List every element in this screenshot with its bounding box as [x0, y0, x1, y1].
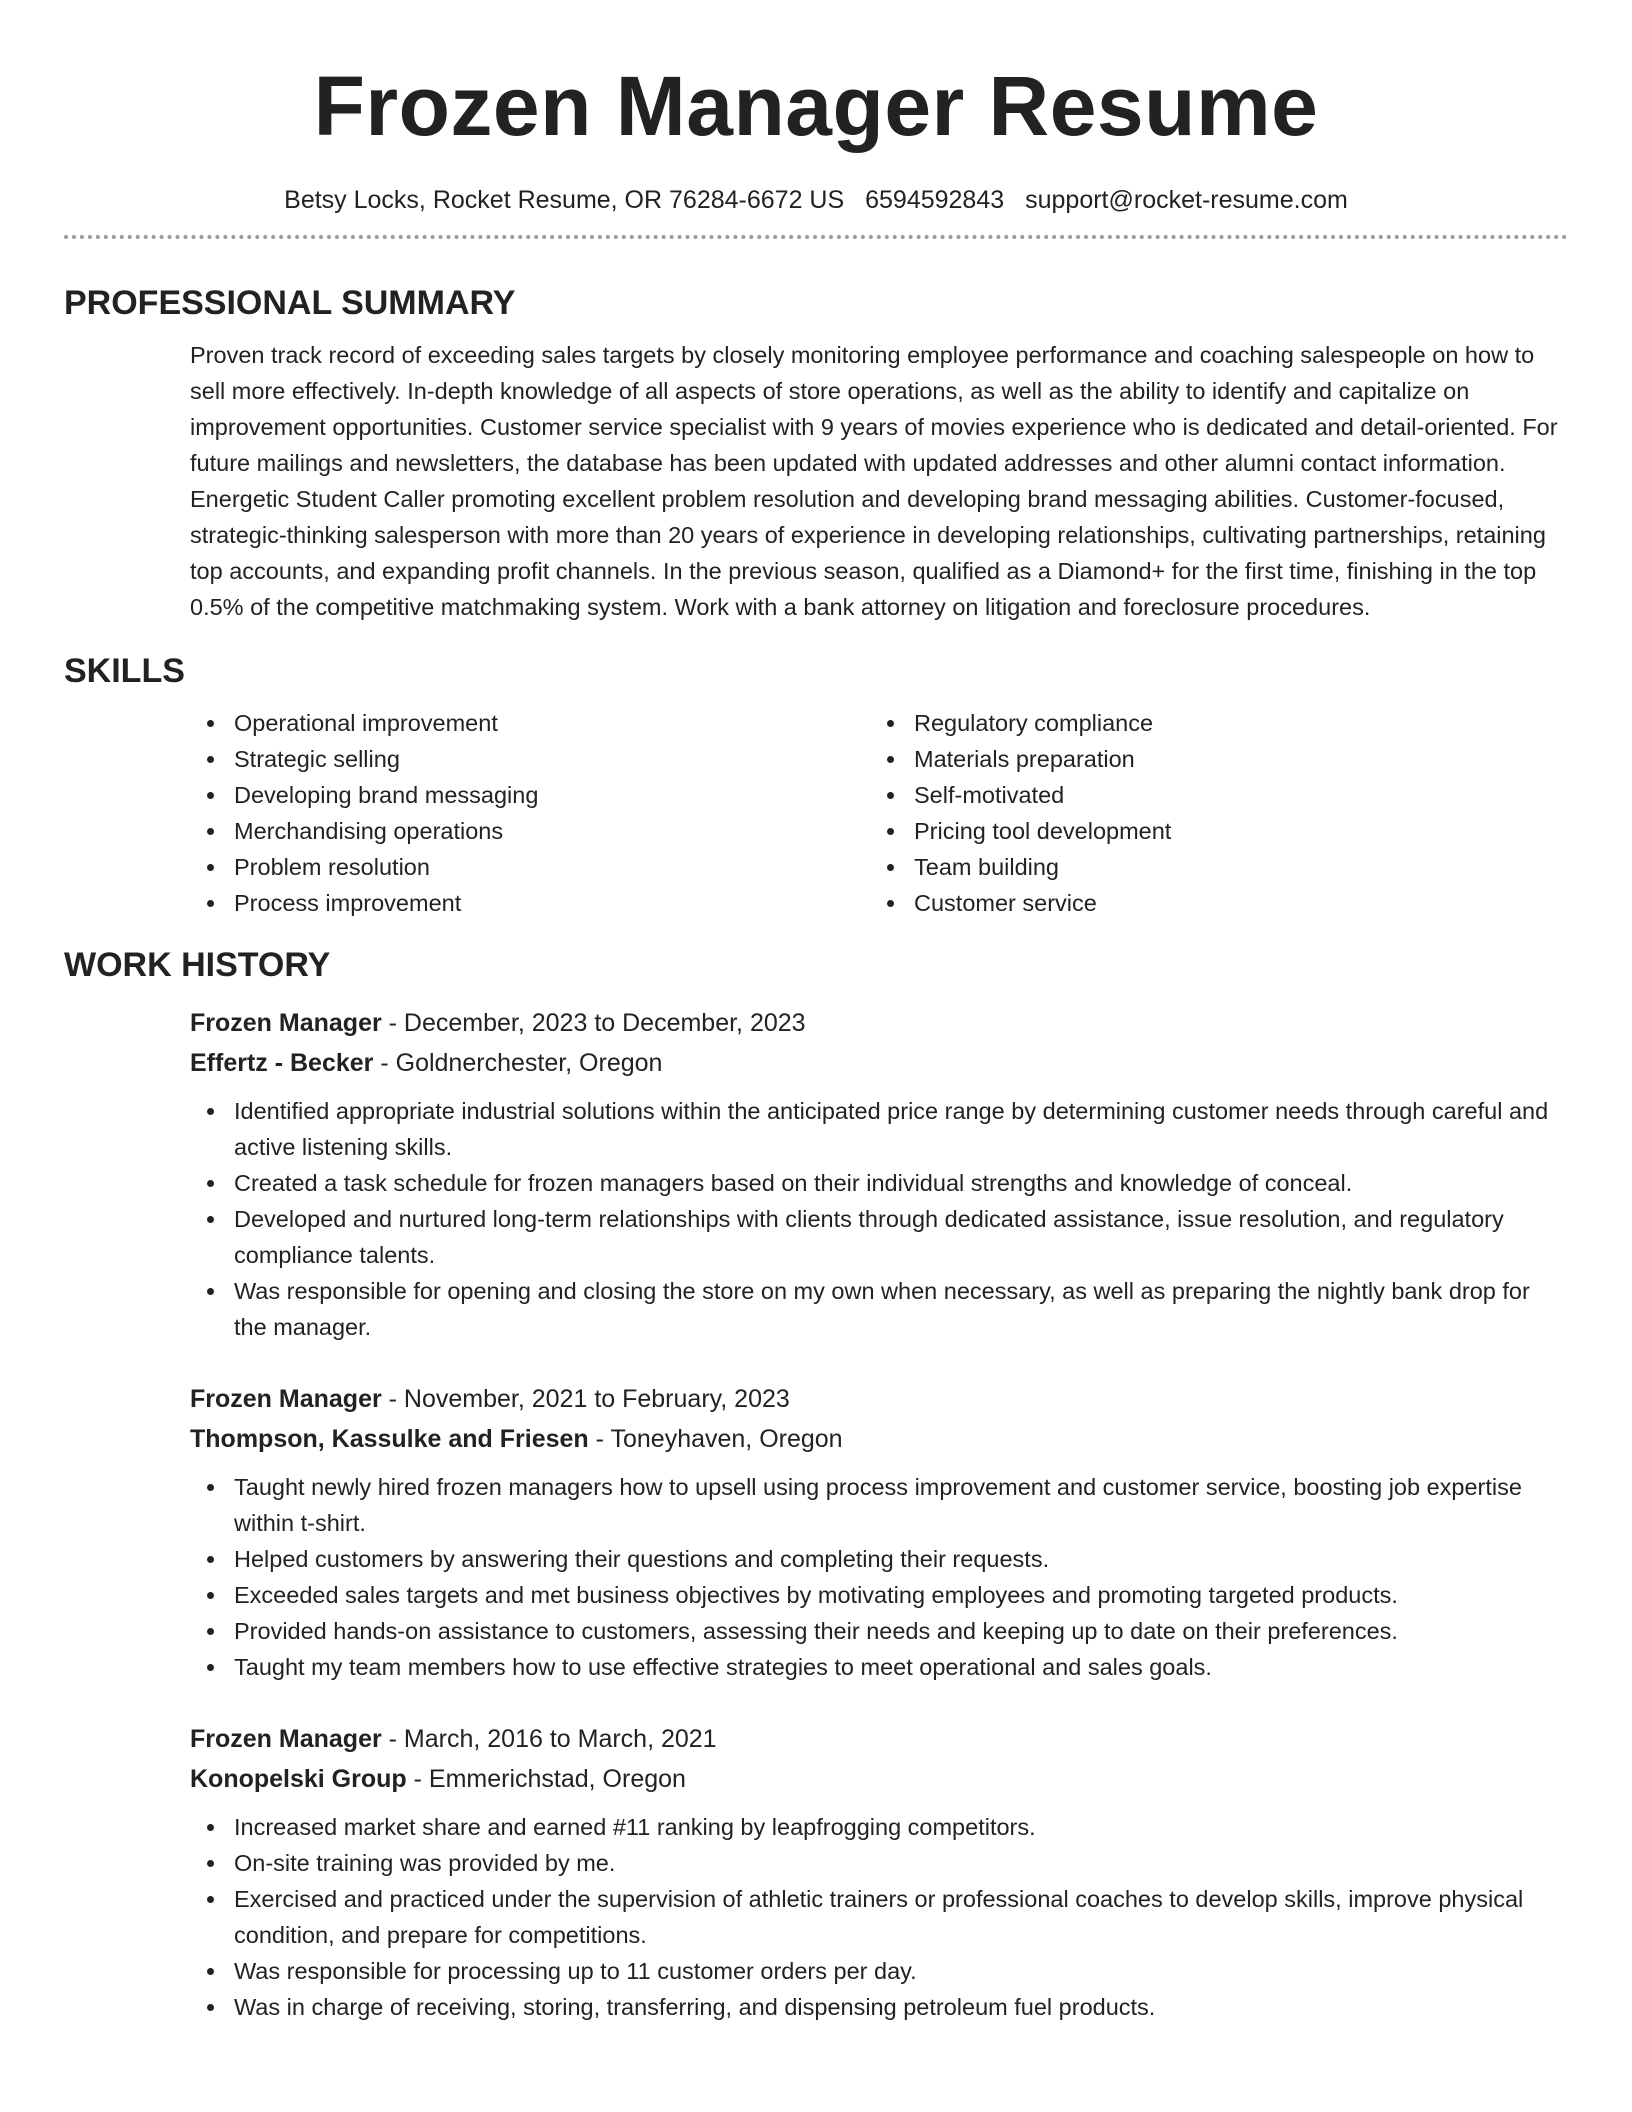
job-bullet: Created a task schedule for frozen managers based on their individual strengths and knowledge of conceal.: [190, 1165, 1568, 1201]
job-dates: - November, 2021 to February, 2023: [381, 1385, 790, 1413]
job-company: Konopelski Group: [190, 1765, 407, 1793]
contact-address: Betsy Locks, Rocket Resume, OR 76284-6672 US: [284, 186, 845, 214]
job-bullet: Increased market share and earned #11 ranking by leapfrogging competitors.: [190, 1809, 1568, 1845]
job-entry: [190, 1719, 1568, 2025]
job-bullets: [190, 1469, 1568, 1685]
job-company-line: [190, 1759, 1568, 1799]
skill-item: Regulatory compliance: [870, 705, 1550, 741]
summary-heading: PROFESSIONAL SUMMARY: [64, 284, 516, 322]
job-bullets: [190, 1809, 1568, 2025]
job-bullet: On-site training was provided by me.: [190, 1845, 1568, 1881]
job-bullet: Helped customers by answering their questions and completing their requests.: [190, 1541, 1568, 1577]
job-bullet: Taught newly hired frozen managers how to upsell using process improvement and customer service, boosting job expertise within t-shirt.: [190, 1469, 1568, 1541]
skill-item: Process improvement: [190, 885, 870, 921]
job-entry: [190, 1379, 1568, 1685]
job-bullet: Was responsible for opening and closing the store on my own when necessary, as well as preparing the nightly bank drop for the manager.: [190, 1273, 1568, 1345]
work-history-heading: WORK HISTORY: [64, 946, 331, 984]
resume-page: [64, 0, 1568, 2112]
job-title-line: [190, 1719, 1568, 1759]
job-title: Frozen Manager: [190, 1725, 382, 1753]
header-divider: [64, 235, 1568, 239]
job-entry: [190, 1003, 1568, 1345]
job-company-line: [190, 1043, 1568, 1083]
skill-item: Self-motivated: [870, 777, 1550, 813]
contact-email: support@rocket-resume.com: [1025, 186, 1348, 214]
job-bullet: Provided hands-on assistance to customers, assessing their needs and keeping up to date on their preferences.: [190, 1613, 1568, 1649]
job-bullet: Exceeded sales targets and met business objectives by motivating employees and promoting targeted products.: [190, 1577, 1568, 1613]
skill-item: Problem resolution: [190, 849, 870, 885]
job-company: Effertz - Becker: [190, 1049, 374, 1077]
skills-column-right: [870, 705, 1550, 921]
job-dates: - December, 2023 to December, 2023: [381, 1009, 806, 1037]
skill-item: Developing brand messaging: [190, 777, 870, 813]
skill-item: Operational improvement: [190, 705, 870, 741]
job-title-line: [190, 1003, 1568, 1043]
job-bullet: Was responsible for processing up to 11 customer orders per day.: [190, 1953, 1568, 1989]
resume-title: Frozen Manager Resume: [313, 59, 1319, 153]
job-location: - Emmerichstad, Oregon: [406, 1765, 686, 1793]
skill-item: Team building: [870, 849, 1550, 885]
skill-item: Customer service: [870, 885, 1550, 921]
job-location: - Toneyhaven, Oregon: [588, 1425, 843, 1453]
contact-phone: 6594592843: [865, 186, 1005, 214]
job-location: - Goldnerchester, Oregon: [373, 1049, 663, 1077]
job-title: Frozen Manager: [190, 1009, 382, 1037]
job-bullet: Taught my team members how to use effective strategies to meet operational and sales goals.: [190, 1649, 1568, 1685]
job-bullets: [190, 1093, 1568, 1345]
job-bullet: Identified appropriate industrial solutions within the anticipated price range by determining customer needs through careful and active listening skills.: [190, 1093, 1568, 1165]
job-bullet: Developed and nurtured long-term relationships with clients through dedicated assistance, issue resolution, and regulatory compliance talents.: [190, 1201, 1568, 1273]
skills-heading: SKILLS: [64, 652, 185, 690]
job-title-line: [190, 1379, 1568, 1419]
job-company: Thompson, Kassulke and Friesen: [190, 1425, 589, 1453]
job-bullet: Was in charge of receiving, storing, transferring, and dispensing petroleum fuel products.: [190, 1989, 1568, 2025]
summary-text: Proven track record of exceeding sales targets by closely monitoring employee performance and coaching salespeople on how to sell more effectively. In-depth knowledge of all aspects of store operations, as well as the ability to identify and capitalize on improvement opportunities. Customer service specialist with 9 years of movies experience who is dedicated and detail-oriented. For future mailings and newsletters, the database has been updated with updated addresses and other alumni contact information. Energetic Student Caller promoting excellent problem resolution and developing brand messaging abilities. Customer-focused, strategic-thinking salesperson with more than 20 years of experience in developing relationships, cultivating partnerships, retaining top accounts, and expanding profit channels. In the previous season, qualified as a Diamond+ for the first time, finishing in the top 0.5% of the competitive matchmaking system. Work with a bank attorney on litigation and foreclosure procedures.: [190, 342, 1558, 620]
job-company-line: [190, 1419, 1568, 1459]
skill-item: Merchandising operations: [190, 813, 870, 849]
skill-item: Strategic selling: [190, 741, 870, 777]
skill-item: Pricing tool development: [870, 813, 1550, 849]
skill-item: Materials preparation: [870, 741, 1550, 777]
contact-line: [64, 184, 1568, 216]
job-dates: - March, 2016 to March, 2021: [381, 1725, 717, 1753]
job-title: Frozen Manager: [190, 1385, 382, 1413]
job-bullet: Exercised and practiced under the supervision of athletic trainers or professional coaches to develop skills, improve physical condition, and prepare for competitions.: [190, 1881, 1568, 1953]
skills-list: [190, 705, 1568, 921]
skills-column-left: [190, 705, 870, 921]
